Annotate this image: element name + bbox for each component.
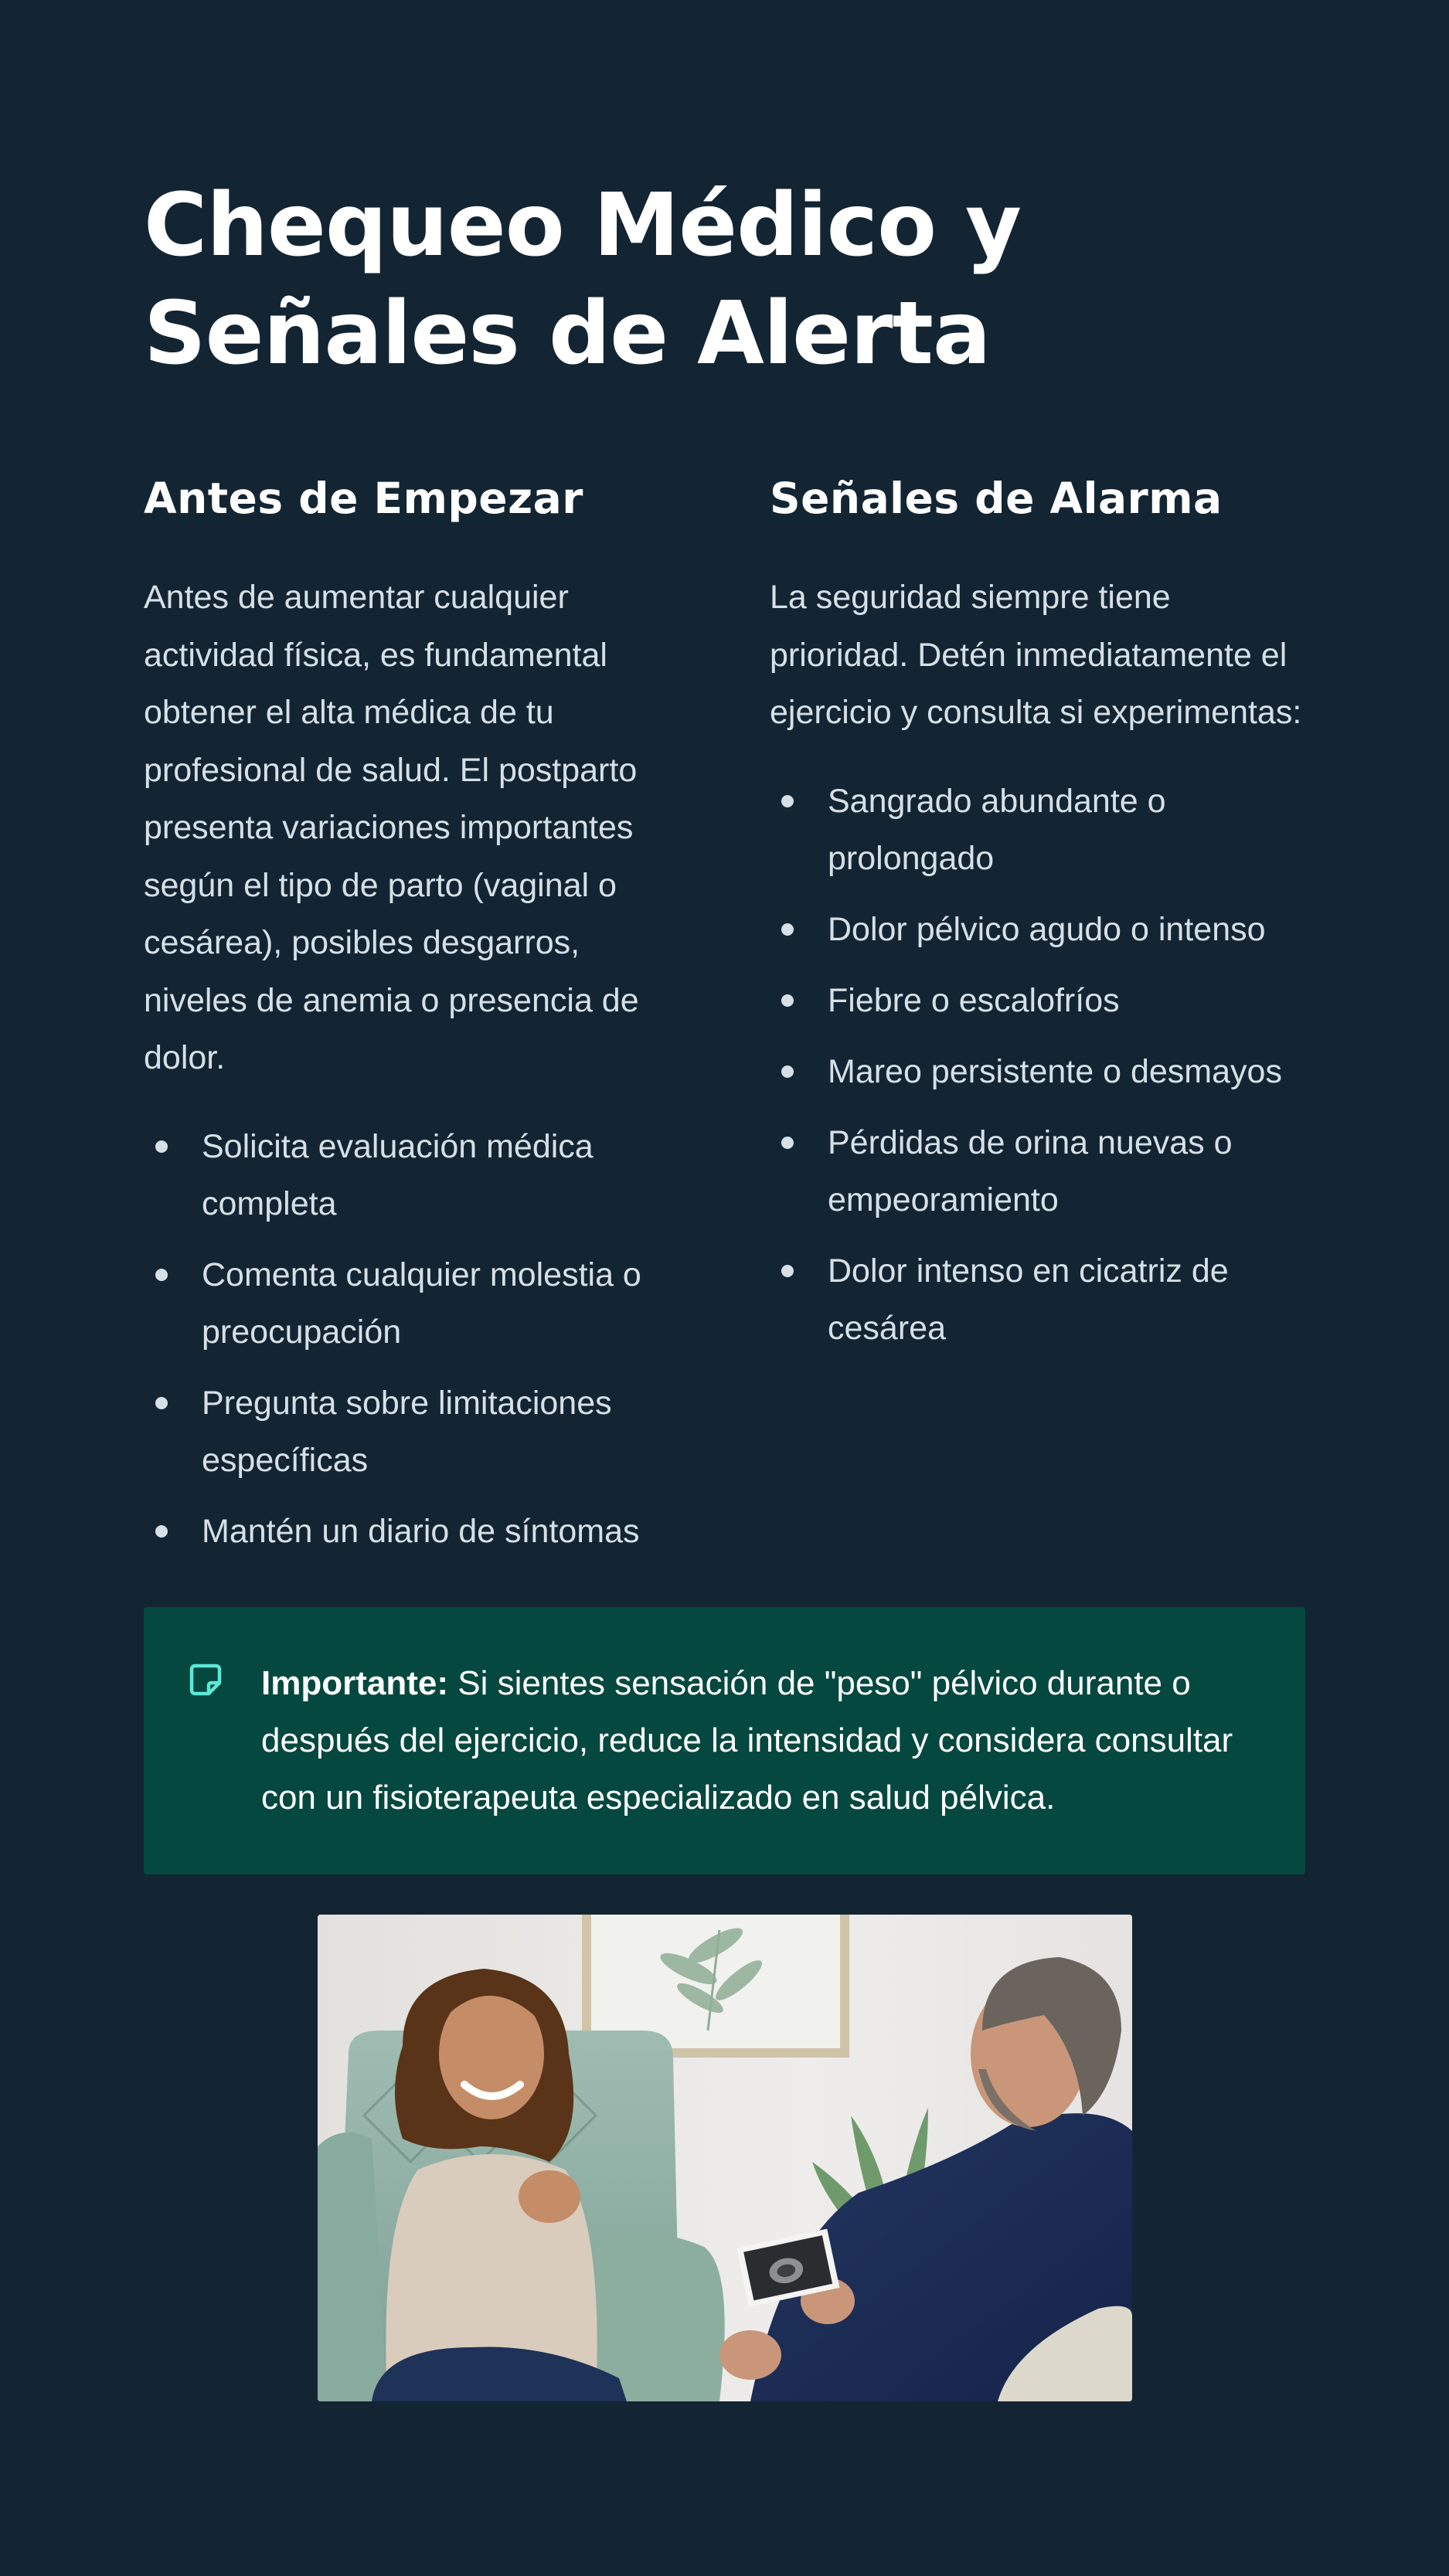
bullet-icon (781, 994, 794, 1007)
bullet-icon (155, 1525, 168, 1538)
warning-signs-heading: Señales de Alarma (770, 474, 1223, 523)
bullet-icon (155, 1269, 168, 1281)
bullet-icon (781, 1065, 794, 1078)
list-item-text: Sangrado abundante o prolongado (828, 782, 1166, 877)
warning-signs-paragraph: La seguridad siempre tiene prioridad. Detén inmediatamente el ejercicio y consulta si experimentas: (770, 579, 1302, 731)
list-item-text: Pérdidas de orina nuevas o empeoramiento (828, 1123, 1233, 1218)
note-icon (187, 1661, 224, 1698)
list-item-text: Pregunta sobre limitaciones específicas (202, 1384, 612, 1479)
callout-label: Importante: (261, 1664, 448, 1702)
before-starting-heading: Antes de Empezar (144, 474, 583, 523)
list-item-text: Solicita evaluación médica completa (202, 1127, 594, 1222)
warning-signs-list (770, 773, 1305, 1357)
bullet-icon (781, 1137, 794, 1149)
list-item-text: Dolor pélvico agudo o intenso (828, 910, 1266, 948)
list-item (144, 1118, 685, 1232)
callout-text (261, 1655, 1266, 1827)
before-starting-list (144, 1118, 685, 1560)
list-item (770, 901, 1305, 958)
list-item (144, 1246, 685, 1361)
bullet-icon (781, 923, 794, 936)
before-starting-section (144, 464, 685, 1574)
list-item (770, 773, 1305, 887)
list-item-text: Fiebre o escalofríos (828, 981, 1120, 1019)
before-starting-paragraph: Antes de aumentar cualquier actividad física, es fundamental obtener el alta médica de tu profesional de salud. El postparto presenta variaciones importantes según el tipo de parto (vaginal o cesárea), posibles desgarros, niveles de anemia o presencia de dolor. (144, 579, 639, 1076)
bullet-icon (155, 1397, 168, 1409)
title-line-1: Chequeo Médico y (144, 175, 1022, 276)
important-callout (144, 1607, 1305, 1874)
title-line-2: Señales de Alerta (144, 284, 991, 384)
list-item (770, 972, 1305, 1029)
callout-body: Si sientes sensación de "peso" pélvico durante o después del ejercicio, reduce la intensidad y considera consultar con un fisioterapeuta especializado en salud pélvica. (261, 1664, 1233, 1816)
list-item-text: Mareo persistente o desmayos (828, 1052, 1282, 1090)
list-item (770, 1043, 1305, 1100)
list-item (770, 1114, 1305, 1229)
bullet-icon (781, 795, 794, 807)
consultation-photo (318, 1915, 1132, 2401)
list-item-text: Dolor intenso en cicatriz de cesárea (828, 1252, 1229, 1347)
bullet-icon (781, 1265, 794, 1277)
list-item-text: Mantén un diario de síntomas (202, 1512, 640, 1550)
list-item-text: Comenta cualquier molestia o preocupación (202, 1256, 641, 1351)
warning-signs-section (770, 464, 1305, 1371)
page-title (144, 172, 1305, 388)
list-item (770, 1242, 1305, 1357)
bullet-icon (155, 1140, 168, 1153)
list-item (144, 1375, 685, 1489)
list-item (144, 1503, 685, 1560)
